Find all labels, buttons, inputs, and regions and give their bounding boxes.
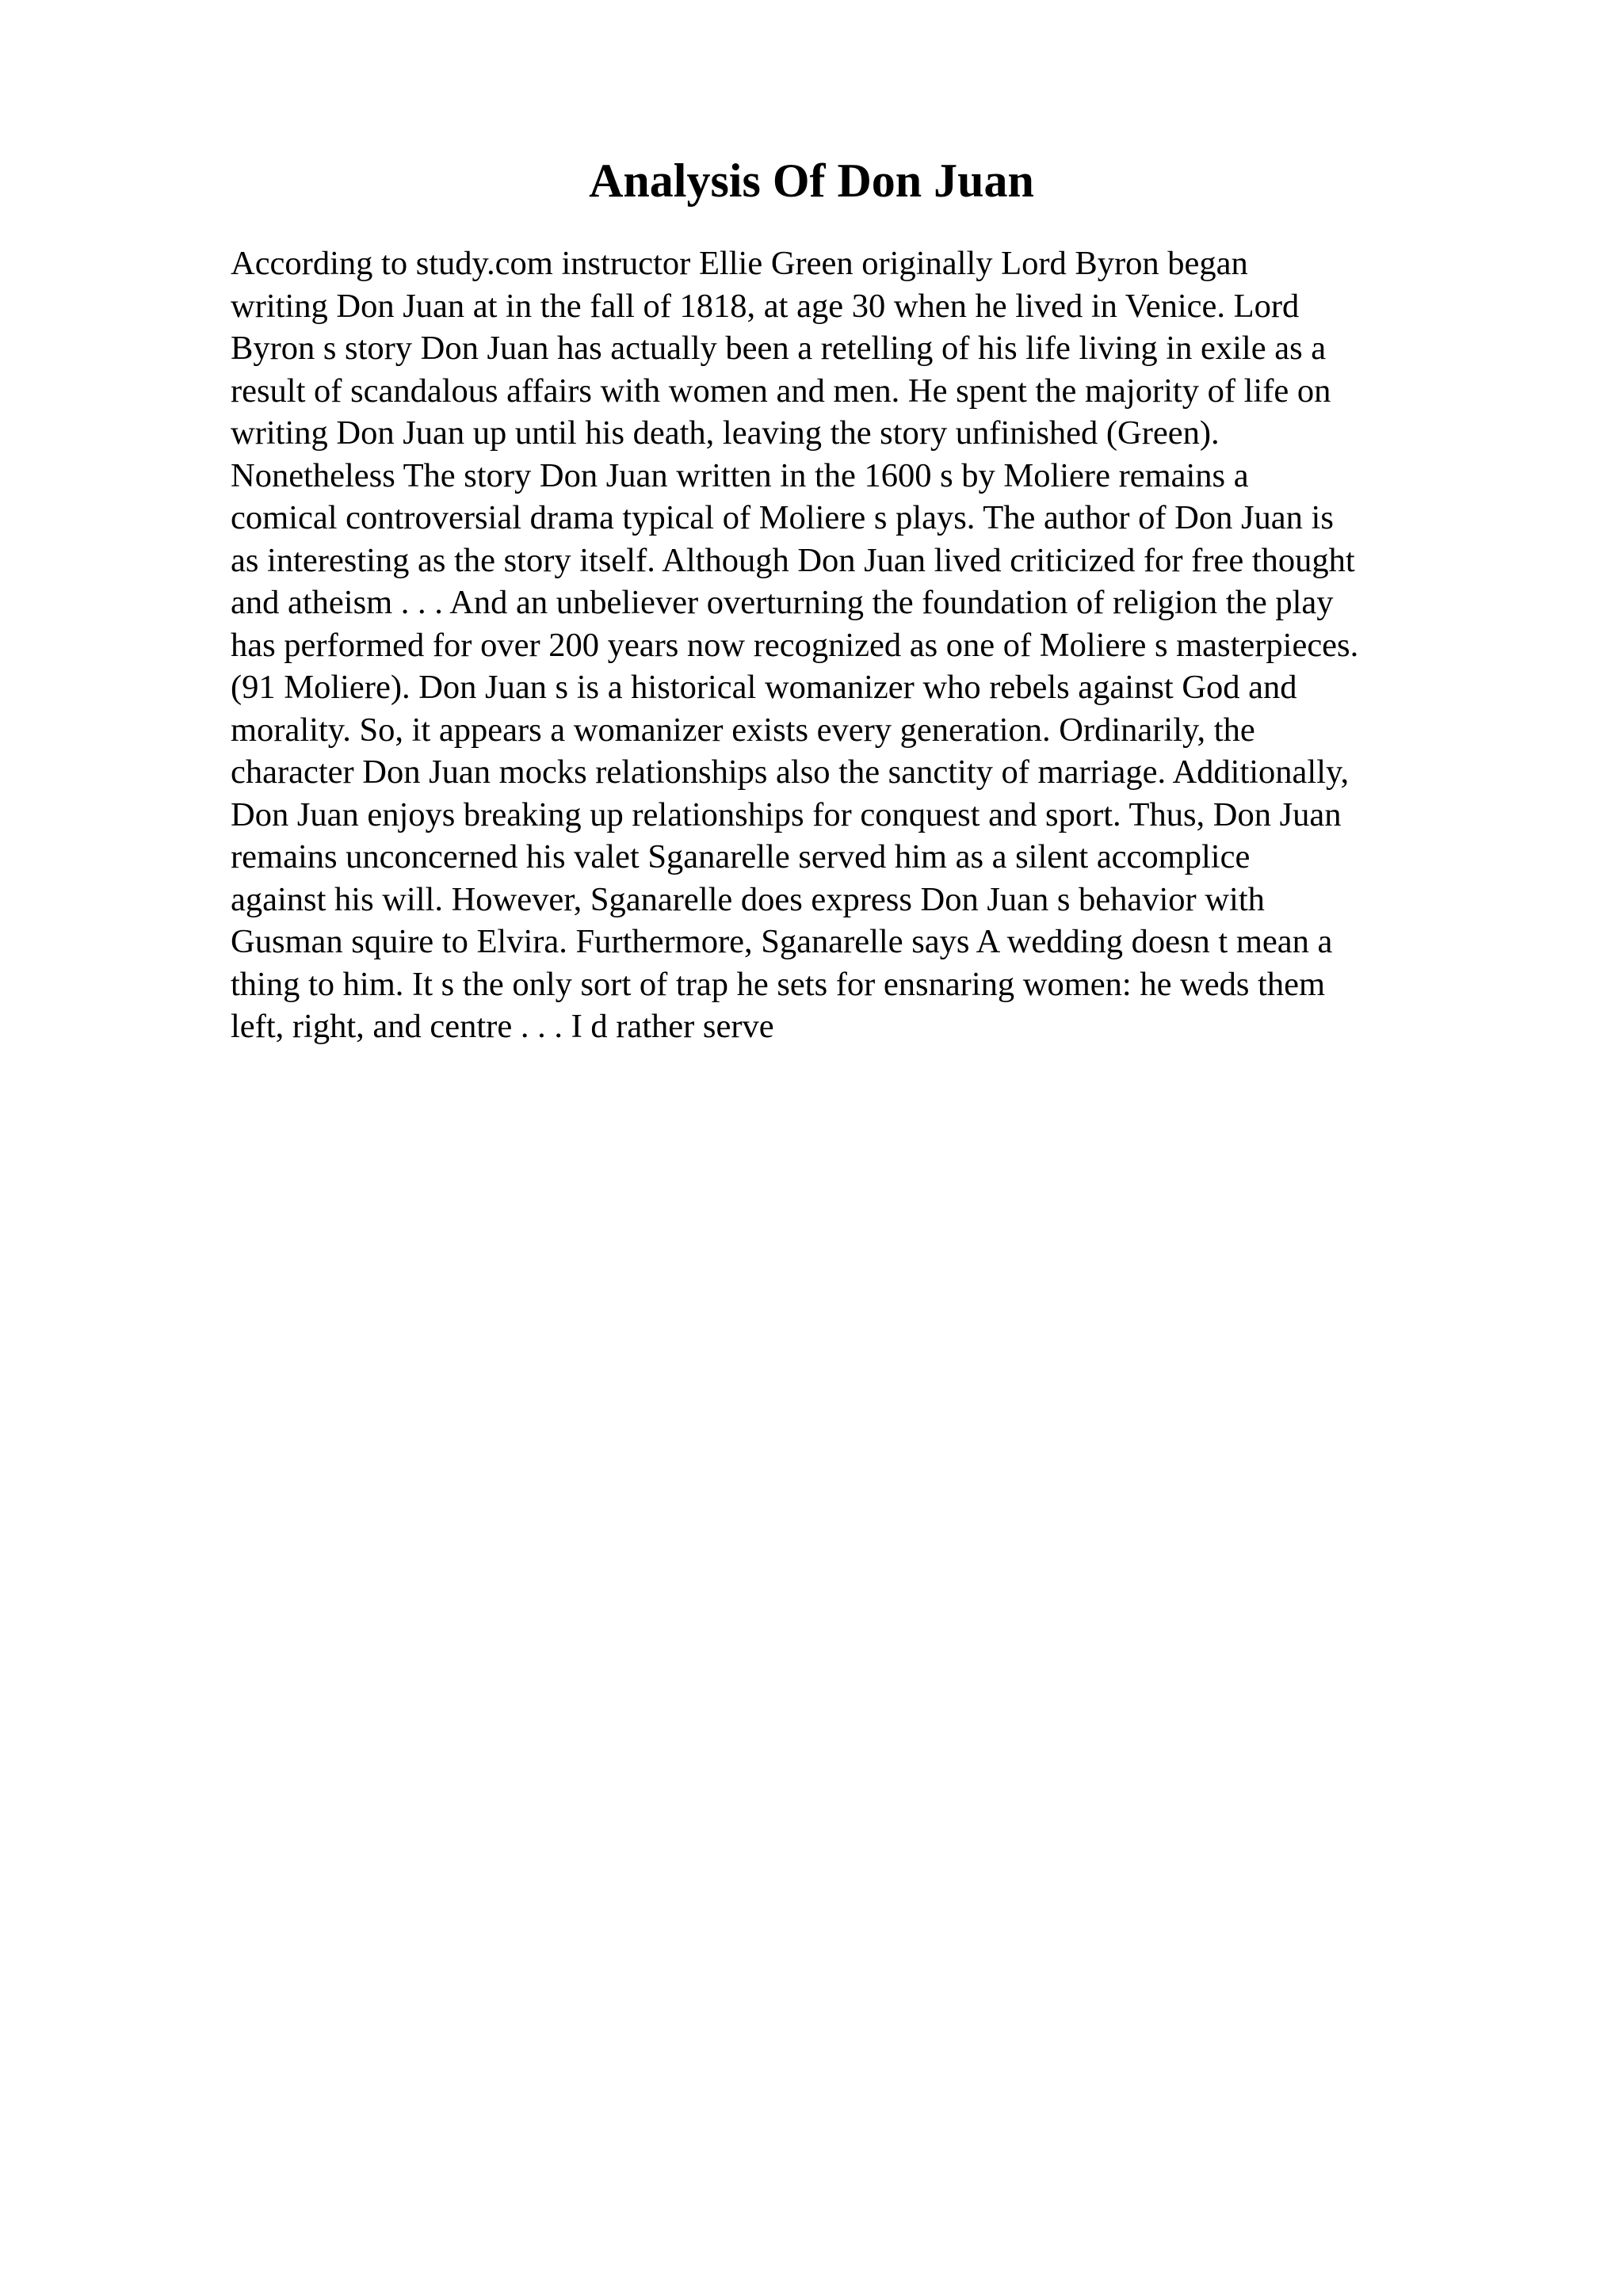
text-line: has performed for over 200 years now recognized as one of Moliere s masterpieces. [231, 626, 1359, 664]
text-line: Don Juan enjoys breaking up relationships for conquest and sport. Thus, Don Juan [231, 795, 1342, 833]
text-line: against his will. However, Sganarelle does express Don Juan s behavior with [231, 880, 1265, 918]
text-line: comical controversial drama typical of Moliere s plays. The author of Don Juan is [231, 499, 1334, 536]
text-line: as interesting as the story itself. Although Don Juan lived criticized for free thought [231, 541, 1355, 579]
text-line: Gusman squire to Elvira. Furthermore, Sganarelle says A wedding doesn t mean a [231, 923, 1333, 960]
text-line: thing to him. It s the only sort of trap he sets for ensnaring women: he weds them [231, 965, 1326, 1003]
text-line: morality. So, it appears a womanizer exists every generation. Ordinarily, the [231, 711, 1255, 749]
text-line: writing Don Juan at in the fall of 1818, at age 30 when he lived in Venice. Lord [231, 287, 1300, 325]
text-line: result of scandalous affairs with women and men. He spent the majority of life on [231, 372, 1331, 410]
text-line: writing Don Juan up until his death, leaving the story unfinished (Green). [231, 414, 1220, 452]
text-line: and atheism . . . And an unbeliever overturning the foundation of religion the play [231, 584, 1334, 621]
text-line: (91 Moliere). Don Juan s is a historical womanizer who rebels against God and [231, 669, 1297, 706]
document-title: Analysis Of Don Juan [589, 154, 1034, 207]
text-line: According to study.com instructor Ellie Green originally Lord Byron began [231, 245, 1248, 282]
text-line: Byron s story Don Juan has actually been a retelling of his life living in exile as a [231, 330, 1327, 367]
body-paragraph [231, 242, 1499, 1048]
text-line: character Don Juan mocks relationships also the sanctity of marriage. Additionally, [231, 753, 1350, 791]
text-line: remains unconcerned his valet Sganarelle served him as a silent accomplice [231, 838, 1251, 875]
text-line: left, right, and centre . . . I d rather serve [231, 1008, 774, 1045]
text-line: Nonetheless The story Don Juan written in the 1600 s by Moliere remains a [231, 456, 1249, 494]
